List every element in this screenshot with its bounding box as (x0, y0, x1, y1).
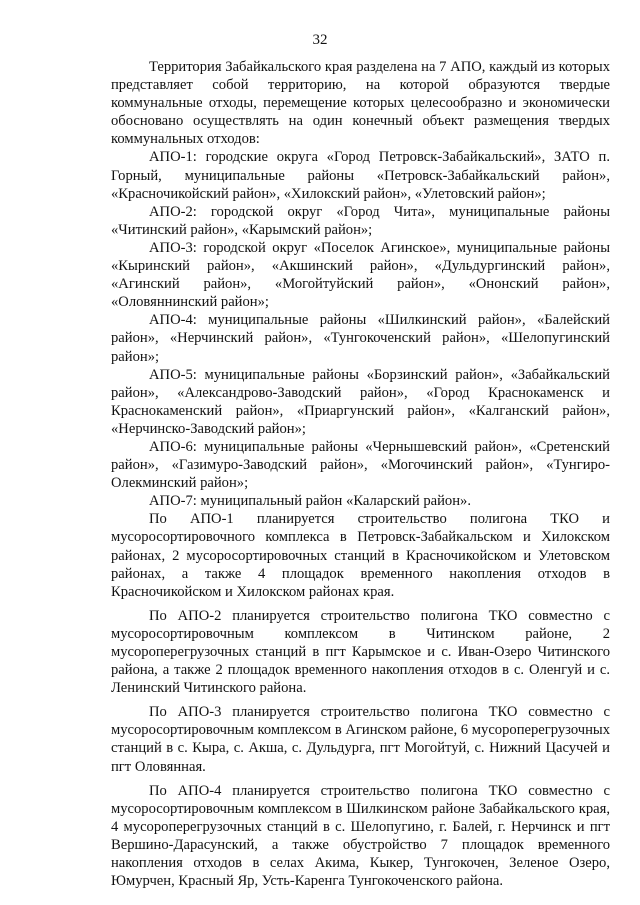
paragraph-plan-apo-3: По АПО-3 планируется строительство полигона ТКО совместно с мусоросортировочным комплексом в Агинском районе, 6 мусороперегрузочных станций в с. Кыра, с. Акша, с. Дульдурга, пгт Могойтуй, с. Нижний Цасучей и пгт Оловянная. (111, 704, 610, 775)
paragraph-apo-4: АПО-4: муниципальные районы «Шилкинский район», «Балейский район», «Нерчинский район», «Тунгокоченский район», «Шелопугинский район»; (111, 312, 610, 365)
paragraph-plan-apo-1: По АПО-1 планируется строительство полигона ТКО и мусоросортировочного комплекса в Петровск-Забайкальском и Хилокском районах, 2 мусоросортировочных станций в Красночикойском и Улетовском районах, а также 4 площадок временного накопления отходов в Красночикойском и Хилокском районах края. (111, 511, 610, 600)
paragraph-intro: Территория Забайкальского края разделена на 7 АПО, каждый из которых представляет собой территорию, на которой образуются твердые коммунальные отходы, перемещение которых целесообразно и экономически обосновано осуществлять на один конечный объект размещения твердых коммунальных отходов: (111, 59, 610, 148)
paragraph-apo-2: АПО-2: городской округ «Город Чита», муниципальные районы «Читинский район», «Карымский район»; (111, 203, 610, 238)
paragraph-apo-1: АПО-1: городские округа «Город Петровск-Забайкальский», ЗАТО п. Горный, муниципальные районы «Петровск-Забайкальский район», «Красночикойский район», «Хилокский район», «Улетовский район»; (111, 149, 610, 202)
document-body (111, 58, 610, 890)
paragraph-plan-apo-2: По АПО-2 планируется строительство полигона ТКО совместно с мусоросортировочным комплексом в Читинском районе, 2 мусороперегрузочных станций в пгт Карымское и с. Иван-Озеро Читинского района, а также 2 площадок временного накопления отходов в с. Оленгуй и с. Ленинский Читинского района. (111, 607, 610, 697)
paragraph-apo-7: АПО-7: муниципальный район «Каларский район». (149, 493, 471, 510)
paragraph-apo-5: АПО-5: муниципальные районы «Борзинский район», «Забайкальский район», «Александрово-Заводский район», «Город Краснокаменск и Краснокаменский район», «Приаргунский район», «Калганский район», «Нерчинско-Заводский район»; (111, 366, 610, 437)
paragraph-apo-3: АПО-3: городской округ «Поселок Агинское», муниципальные районы «Кыринский район», «Акшинский район», «Дульдургинский район», «Агинский район», «Могойтуйский район», «Ононский район», «Оловяннинский район»; (111, 239, 610, 311)
paragraph-apo-6: АПО-6: муниципальные районы «Чернышевский район», «Сретенский район», «Газимуро-Заводский район», «Могочинский район», «Тунгиро-Олекминский район»; (111, 438, 610, 492)
page-number: 32 (312, 32, 328, 48)
paragraph-plan-apo-4: По АПО-4 планируется строительство полигона ТКО совместно с мусоросортировочным комплексом в Шилкинском районе Забайкальского края, 4 мусороперегрузочных станций в с. Шелопугино, г. Балей, г. Нерчинск и пгт Вершино-Дарасунский, а также обустройство 7 площадок временного накопления отходов в селах Акима, Кыкер, Тунгокочен, Зеленое Озеро, Юмурчен, Красный Яр, Усть-Каренга Тунгокоченского района. (111, 782, 610, 890)
